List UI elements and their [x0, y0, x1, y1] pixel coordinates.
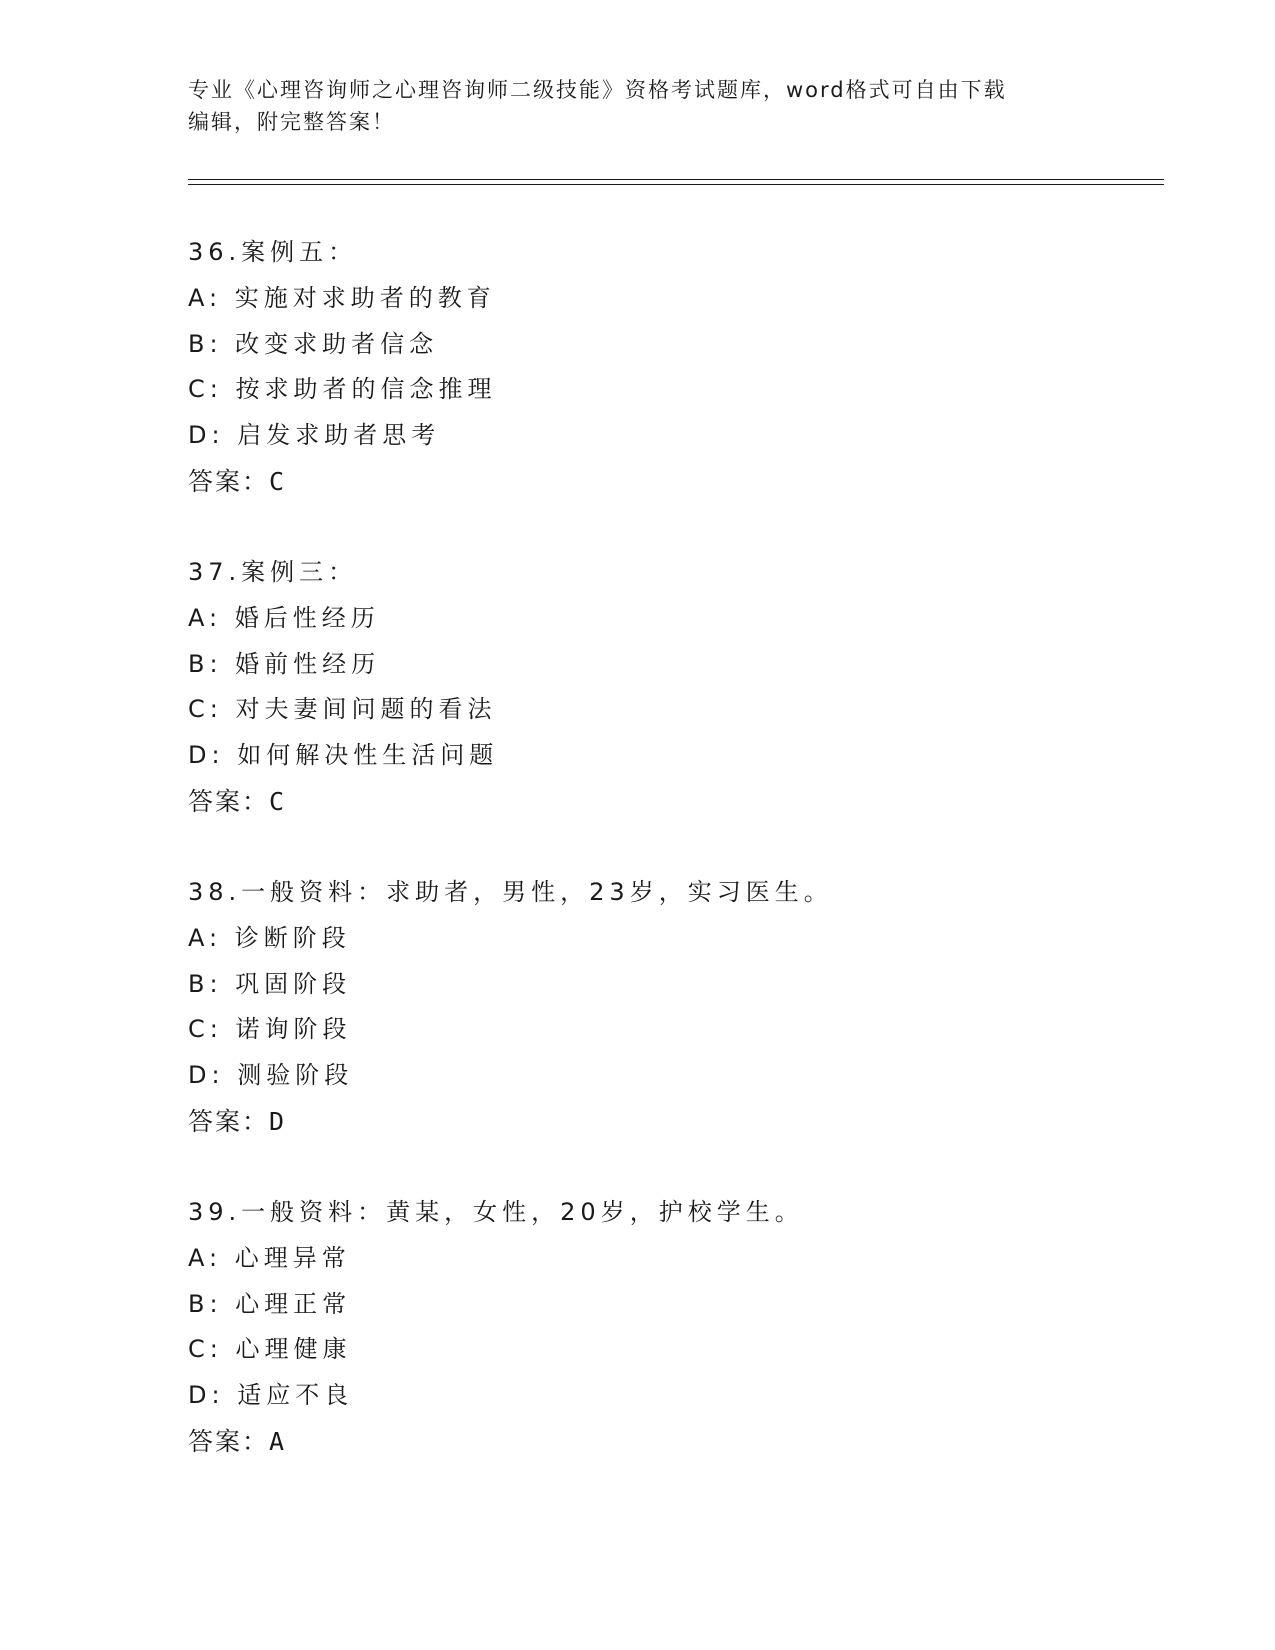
question-37	[188, 550, 1148, 825]
document-header	[188, 74, 1088, 138]
option-b: B: 改变求助者信念	[188, 329, 439, 358]
header-divider-bottom	[188, 184, 1164, 185]
answer-line	[188, 459, 1148, 505]
option-d: D: 如何解决性生活问题	[188, 741, 499, 770]
option-d: D: 测验阶段	[188, 1061, 354, 1090]
question-stem: 38.一般资料：求助者，男性，23岁，实习医生。	[188, 878, 833, 906]
answer-line	[188, 1419, 1148, 1465]
header-divider-top	[188, 179, 1164, 180]
option-a: A: 婚后性经历	[188, 603, 380, 632]
question-stem: 36.案例五：	[188, 238, 358, 266]
option-a: A: 实施对求助者的教育	[188, 283, 496, 312]
question-stem: 37.案例三：	[188, 558, 358, 586]
answer-value: D	[269, 1106, 287, 1136]
answer-line	[188, 1099, 1148, 1145]
answer-value: C	[269, 466, 287, 496]
header-line-2: 编辑，附完整答案！	[188, 110, 395, 134]
question-38	[188, 870, 1148, 1145]
question-36	[188, 230, 1148, 505]
question-39	[188, 1190, 1148, 1465]
option-c: C: 诺询阶段	[188, 1015, 352, 1044]
option-d: D: 适应不良	[188, 1381, 354, 1410]
option-d: D: 启发求助者思考	[188, 421, 441, 450]
header-line-1: 专业《心理咨询师之心理咨询师二级技能》资格考试题库，word格式可自由下载	[188, 78, 1007, 102]
option-b: B: 婚前性经历	[188, 649, 381, 678]
option-c: C: 心理健康	[188, 1335, 352, 1364]
option-b: B: 心理正常	[188, 1289, 352, 1318]
answer-value: C	[269, 786, 287, 816]
option-a: A: 心理异常	[188, 1243, 351, 1272]
answer-value: A	[269, 1426, 287, 1456]
answer-label: 答案：	[188, 1426, 270, 1456]
option-c: C: 对夫妻间问题的看法	[188, 695, 497, 724]
option-b: B: 巩固阶段	[188, 969, 352, 998]
option-a: A: 诊断阶段	[188, 923, 351, 952]
answer-label: 答案：	[188, 466, 270, 496]
option-c: C: 按求助者的信念推理	[188, 375, 497, 404]
answer-line	[188, 779, 1148, 825]
answer-label: 答案：	[188, 786, 270, 816]
answer-label: 答案：	[188, 1106, 270, 1136]
question-stem: 39.一般资料：黄某，女性，20岁，护校学生。	[188, 1198, 804, 1226]
